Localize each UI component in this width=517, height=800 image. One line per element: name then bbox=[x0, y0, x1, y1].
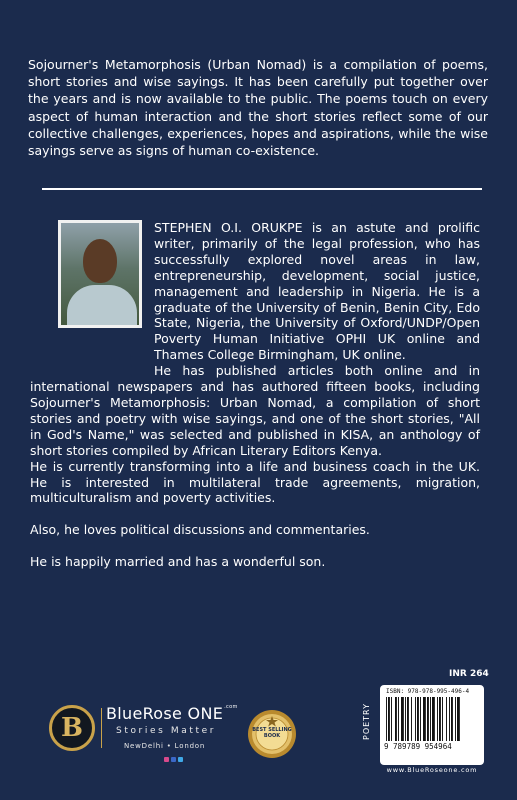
publisher-tagline: Stories Matter bbox=[116, 726, 217, 736]
bio-paragraph-5: He is happily married and has a wonderful son. bbox=[30, 554, 326, 570]
publisher-cities: NewDelhi • London bbox=[124, 742, 206, 750]
price-label: INR 264 bbox=[449, 669, 489, 679]
author-bio bbox=[30, 220, 480, 570]
facebook-icon bbox=[171, 757, 176, 762]
logo-divider bbox=[101, 708, 102, 748]
bio-paragraph-3: He is currently transforming into a life and business coach in the UK. He is interested in multilateral trade agreements, migration, multiculturalism and poverty activities. bbox=[30, 458, 480, 506]
instagram-icon bbox=[164, 757, 169, 762]
seal-label: BEST SELLING BOOK bbox=[252, 727, 292, 739]
barcode-panel bbox=[380, 685, 484, 765]
barcode-icon bbox=[386, 697, 478, 741]
publisher-logo-icon bbox=[49, 705, 95, 751]
publisher-name-text: BlueRose ONE bbox=[106, 704, 224, 723]
divider bbox=[42, 188, 482, 190]
publisher-name bbox=[106, 704, 238, 723]
publisher-logo-letter: B bbox=[61, 713, 83, 743]
social-icons bbox=[164, 757, 183, 762]
photo-spacer bbox=[30, 220, 154, 368]
twitter-icon bbox=[178, 757, 183, 762]
publisher-name-mark: .com bbox=[224, 704, 238, 710]
publisher-website: www.BlueRoseone.com bbox=[386, 766, 478, 774]
isbn-label: ISBN: 978-978-995-496-4 bbox=[386, 688, 470, 695]
barcode-digits: 9 789789 954964 bbox=[384, 742, 452, 751]
bio-paragraph-4: Also, he loves political discussions and commentaries. bbox=[30, 522, 370, 538]
bio-paragraph-1: STEPHEN O.I. ORUKPE is an astute and prolific writer, primarily of the legal profession, who has successfully explored novel areas in law, entrepreneurship, development, social justice, management and leadership in Nigeria. He is a graduate of the University of Benin, Benin City, Edo State, Nigeria, the University of Oxford/UNDP/Open Poverty Human Initiative OPHI UK online and Thames College Birmingham, UK online. bbox=[154, 220, 480, 363]
bio-paragraph-2: He has published articles both online and in international newspapers and has authored fifteen books, including Sojourner's Metamorphosis: Urban Nomad, a compilation of short stories and poetry with wise sayings, and one of the short stories, "All in God's Name," was selected and published in KISA, an anthology of short stories compiled by African Literary Editors Kenya. bbox=[30, 363, 480, 458]
back-cover-blurb: Sojourner's Metamorphosis (Urban Nomad) is a compilation of poems, short stories and wise sayings. It has been carefully put together over the years and is now available to the public. The poems touch on every aspect of human interaction and the short stories reflect some of our collective challenges, experiences, hopes and aspirations, while the wise sayings serve as signs of human co-existence. bbox=[28, 57, 488, 159]
genre-label: POETRY bbox=[362, 703, 371, 740]
